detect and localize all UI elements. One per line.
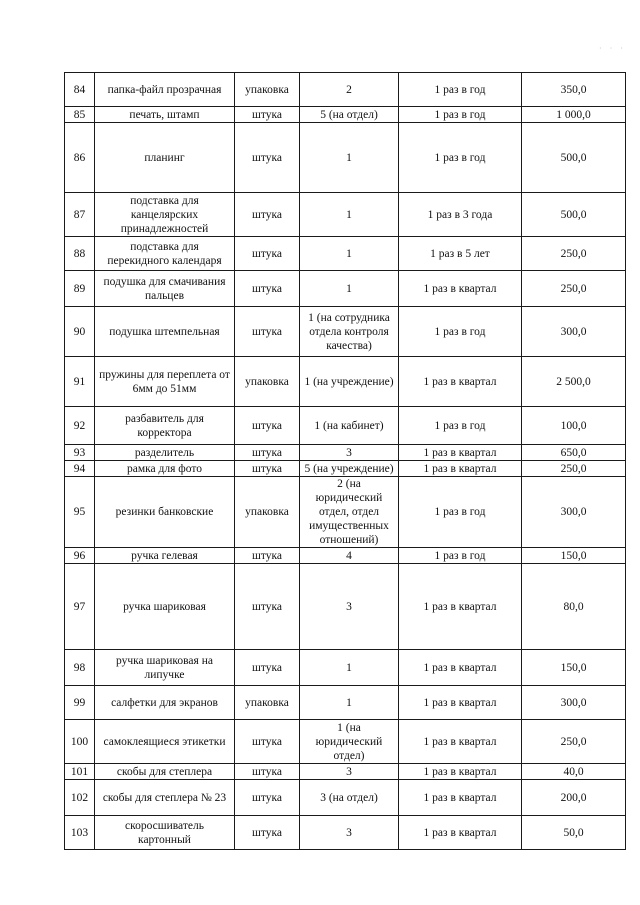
price-cell: 250,0: [522, 271, 626, 307]
quantity-cell: 3: [300, 445, 399, 461]
table-row: [65, 780, 626, 816]
price-cell: 300,0: [522, 686, 626, 720]
price-cell: 80,0: [522, 564, 626, 650]
item-name-cell: рамка для фото: [95, 461, 235, 477]
quantity-cell: 3 (на отдел): [300, 780, 399, 816]
table-row: [65, 107, 626, 123]
table-row: [65, 357, 626, 407]
unit-of-measure-cell: штука: [235, 407, 300, 445]
row-number-cell: 89: [65, 271, 95, 307]
quantity-cell: 1: [300, 237, 399, 271]
replacement-period-cell: 1 раз в год: [399, 407, 522, 445]
table-row: [65, 548, 626, 564]
price-cell: 500,0: [522, 193, 626, 237]
row-number-cell: 93: [65, 445, 95, 461]
table-row: [65, 123, 626, 193]
replacement-period-cell: 1 раз в квартал: [399, 650, 522, 686]
quantity-cell: 1 (на юридический отдел): [300, 720, 399, 764]
item-name-cell: самоклеящиеся этикетки: [95, 720, 235, 764]
item-name-cell: резинки банковские: [95, 477, 235, 548]
table-row: [65, 816, 626, 850]
quantity-cell: 5 (на учреждение): [300, 461, 399, 477]
unit-of-measure-cell: штука: [235, 193, 300, 237]
quantity-cell: 1: [300, 123, 399, 193]
item-name-cell: подставка для перекидного календаря: [95, 237, 235, 271]
unit-of-measure-cell: упаковка: [235, 357, 300, 407]
price-cell: 250,0: [522, 237, 626, 271]
replacement-period-cell: 1 раз в квартал: [399, 780, 522, 816]
row-number-cell: 96: [65, 548, 95, 564]
quantity-cell: 1 (на учреждение): [300, 357, 399, 407]
row-number-cell: 86: [65, 123, 95, 193]
price-cell: 200,0: [522, 780, 626, 816]
price-cell: 500,0: [522, 123, 626, 193]
price-cell: 40,0: [522, 764, 626, 780]
supplies-table: [64, 72, 626, 850]
quantity-cell: 3: [300, 816, 399, 850]
row-number-cell: 103: [65, 816, 95, 850]
replacement-period-cell: 1 раз в квартал: [399, 445, 522, 461]
row-number-cell: 99: [65, 686, 95, 720]
table-row: [65, 271, 626, 307]
price-cell: 350,0: [522, 73, 626, 107]
replacement-period-cell: 1 раз в год: [399, 73, 522, 107]
row-number-cell: 84: [65, 73, 95, 107]
table-row: [65, 193, 626, 237]
table-row: [65, 407, 626, 445]
replacement-period-cell: 1 раз в квартал: [399, 357, 522, 407]
unit-of-measure-cell: штука: [235, 237, 300, 271]
row-number-cell: 88: [65, 237, 95, 271]
price-cell: 250,0: [522, 720, 626, 764]
quantity-cell: 1: [300, 650, 399, 686]
unit-of-measure-cell: штука: [235, 780, 300, 816]
row-number-cell: 98: [65, 650, 95, 686]
quantity-cell: 2: [300, 73, 399, 107]
table-row: [65, 686, 626, 720]
table-row: [65, 477, 626, 548]
row-number-cell: 87: [65, 193, 95, 237]
item-name-cell: ручка гелевая: [95, 548, 235, 564]
replacement-period-cell: 1 раз в квартал: [399, 720, 522, 764]
table-row: [65, 720, 626, 764]
scan-artifact: · · ·: [599, 44, 626, 53]
item-name-cell: скобы для степлера: [95, 764, 235, 780]
row-number-cell: 91: [65, 357, 95, 407]
replacement-period-cell: 1 раз в квартал: [399, 764, 522, 780]
row-number-cell: 85: [65, 107, 95, 123]
replacement-period-cell: 1 раз в квартал: [399, 816, 522, 850]
item-name-cell: разбавитель для корректора: [95, 407, 235, 445]
price-cell: 50,0: [522, 816, 626, 850]
item-name-cell: ручка шариковая на липучке: [95, 650, 235, 686]
item-name-cell: подушка штемпельная: [95, 307, 235, 357]
price-cell: 650,0: [522, 445, 626, 461]
replacement-period-cell: 1 раз в квартал: [399, 686, 522, 720]
table-row: [65, 73, 626, 107]
table-row: [65, 237, 626, 271]
unit-of-measure-cell: штука: [235, 816, 300, 850]
price-cell: 250,0: [522, 461, 626, 477]
replacement-period-cell: 1 раз в год: [399, 477, 522, 548]
replacement-period-cell: 1 раз в год: [399, 123, 522, 193]
unit-of-measure-cell: штука: [235, 123, 300, 193]
row-number-cell: 95: [65, 477, 95, 548]
unit-of-measure-cell: штука: [235, 271, 300, 307]
row-number-cell: 100: [65, 720, 95, 764]
price-cell: 1 000,0: [522, 107, 626, 123]
row-number-cell: 97: [65, 564, 95, 650]
item-name-cell: скобы для степлера № 23: [95, 780, 235, 816]
price-cell: 300,0: [522, 307, 626, 357]
item-name-cell: подставка для канцелярских принадлежностей: [95, 193, 235, 237]
replacement-period-cell: 1 раз в квартал: [399, 461, 522, 477]
quantity-cell: 1: [300, 686, 399, 720]
unit-of-measure-cell: штука: [235, 650, 300, 686]
replacement-period-cell: 1 раз в год: [399, 107, 522, 123]
item-name-cell: скоросшиватель картонный: [95, 816, 235, 850]
unit-of-measure-cell: штука: [235, 307, 300, 357]
unit-of-measure-cell: штука: [235, 461, 300, 477]
unit-of-measure-cell: штука: [235, 548, 300, 564]
item-name-cell: папка-файл прозрачная: [95, 73, 235, 107]
table-row: [65, 461, 626, 477]
price-cell: 100,0: [522, 407, 626, 445]
unit-of-measure-cell: упаковка: [235, 477, 300, 548]
table-row: [65, 650, 626, 686]
row-number-cell: 101: [65, 764, 95, 780]
unit-of-measure-cell: упаковка: [235, 686, 300, 720]
unit-of-measure-cell: штука: [235, 564, 300, 650]
unit-of-measure-cell: штука: [235, 445, 300, 461]
row-number-cell: 102: [65, 780, 95, 816]
quantity-cell: 2 (на юридический отдел, отдел имущественных отношений): [300, 477, 399, 548]
table-row: [65, 564, 626, 650]
unit-of-measure-cell: штука: [235, 720, 300, 764]
table-row: [65, 764, 626, 780]
quantity-cell: 3: [300, 764, 399, 780]
item-name-cell: планинг: [95, 123, 235, 193]
row-number-cell: 94: [65, 461, 95, 477]
row-number-cell: 90: [65, 307, 95, 357]
item-name-cell: салфетки для экранов: [95, 686, 235, 720]
table-row: [65, 307, 626, 357]
replacement-period-cell: 1 раз в квартал: [399, 271, 522, 307]
quantity-cell: 1 (на сотрудника отдела контроля качества): [300, 307, 399, 357]
quantity-cell: 4: [300, 548, 399, 564]
replacement-period-cell: 1 раз в год: [399, 548, 522, 564]
price-cell: 2 500,0: [522, 357, 626, 407]
item-name-cell: подушка для смачивания пальцев: [95, 271, 235, 307]
price-cell: 150,0: [522, 650, 626, 686]
unit-of-measure-cell: штука: [235, 764, 300, 780]
item-name-cell: разделитель: [95, 445, 235, 461]
quantity-cell: 1 (на кабинет): [300, 407, 399, 445]
table-row: [65, 445, 626, 461]
replacement-period-cell: 1 раз в квартал: [399, 564, 522, 650]
quantity-cell: 3: [300, 564, 399, 650]
item-name-cell: ручка шариковая: [95, 564, 235, 650]
replacement-period-cell: 1 раз в 3 года: [399, 193, 522, 237]
unit-of-measure-cell: упаковка: [235, 73, 300, 107]
item-name-cell: печать, штамп: [95, 107, 235, 123]
quantity-cell: 1: [300, 193, 399, 237]
replacement-period-cell: 1 раз в 5 лет: [399, 237, 522, 271]
price-cell: 300,0: [522, 477, 626, 548]
quantity-cell: 5 (на отдел): [300, 107, 399, 123]
row-number-cell: 92: [65, 407, 95, 445]
replacement-period-cell: 1 раз в год: [399, 307, 522, 357]
price-cell: 150,0: [522, 548, 626, 564]
unit-of-measure-cell: штука: [235, 107, 300, 123]
quantity-cell: 1: [300, 271, 399, 307]
item-name-cell: пружины для переплета от 6мм до 51мм: [95, 357, 235, 407]
